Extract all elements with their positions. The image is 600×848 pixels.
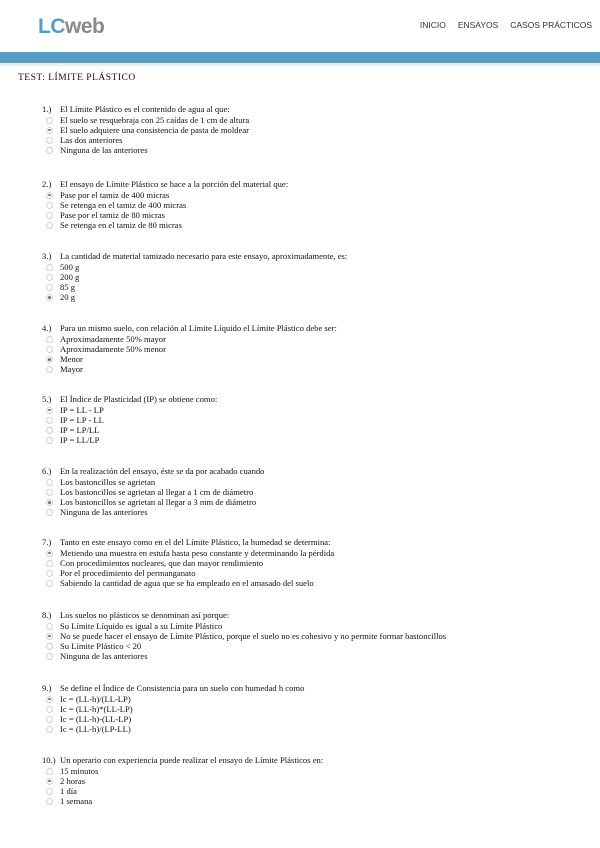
answer-option-label: Menor xyxy=(60,353,83,364)
answer-option[interactable] xyxy=(42,714,562,724)
radio-icon[interactable] xyxy=(46,346,53,353)
answer-option[interactable] xyxy=(42,435,562,445)
answer-option-label: Ic = (LL-h)-(LL-LP) xyxy=(60,713,132,724)
answer-option-label: IP = LL - LP xyxy=(60,404,104,415)
answer-option-label: Con procedimientos nucleares, que dan mayor rendimiento xyxy=(60,557,264,568)
question-number: 1.) xyxy=(42,104,52,114)
answer-option[interactable] xyxy=(42,405,562,415)
answer-option-label: Los bastoncillos se agrietan al llegar a 1 cm de diámetro xyxy=(60,486,254,497)
radio-icon[interactable] xyxy=(46,726,53,733)
radio-selected-icon[interactable] xyxy=(46,407,53,414)
answer-option[interactable] xyxy=(42,282,562,292)
answer-option-label: 200 g xyxy=(60,271,80,282)
answer-option-label: Ic = (LL-h)/(LP-LL) xyxy=(60,724,131,735)
question-label: En la realización del ensayo, éste se da por acabado cuando xyxy=(60,466,265,476)
question-number: 7.) xyxy=(42,537,52,547)
answer-option-label: Aproximadamente 50% menor xyxy=(60,343,166,354)
radio-icon[interactable] xyxy=(46,560,53,567)
answer-option[interactable] xyxy=(42,776,562,786)
radio-icon[interactable] xyxy=(46,437,53,444)
question-label: Los suelos no plásticos se denominan así porque: xyxy=(60,610,230,620)
answer-option[interactable] xyxy=(42,354,562,364)
question-3 xyxy=(42,251,562,302)
radio-icon[interactable] xyxy=(46,580,53,587)
answer-option[interactable] xyxy=(42,694,562,704)
answer-option-label: Ninguna de las anteriores xyxy=(60,145,148,156)
answer-option-label: Su Límite Plástico < 20 xyxy=(60,640,142,651)
question-7 xyxy=(42,537,562,588)
answer-option-label: 1 semana xyxy=(60,796,93,807)
answer-option-label: 20 g xyxy=(60,292,76,303)
answer-option-label: Pase por el tamiz de 400 micras xyxy=(60,189,170,200)
radio-icon[interactable] xyxy=(46,788,53,795)
nav-casos-practicos[interactable]: CASOS PRÁCTICOS xyxy=(510,20,592,30)
question-text xyxy=(42,323,562,334)
question-label: El Límite Plástico es el contenido de agua al que: xyxy=(60,104,230,114)
question-label: Tanto en este ensayo como en el del Límite Plástico, la humedad se determina: xyxy=(60,537,331,547)
answer-option[interactable] xyxy=(42,568,562,578)
radio-icon[interactable] xyxy=(46,284,53,291)
answer-option-label: Aproximadamente 50% mayor xyxy=(60,333,166,344)
question-4 xyxy=(42,323,562,374)
answer-option-label: Sabiendo la cantidad de agua que se ha empleado en el amasado del suelo xyxy=(60,578,314,589)
answer-option[interactable] xyxy=(42,578,562,588)
answer-option-label: 500 g xyxy=(60,261,80,272)
radio-icon[interactable] xyxy=(46,706,53,713)
radio-selected-icon[interactable] xyxy=(46,633,53,640)
answer-option[interactable] xyxy=(42,548,562,558)
question-text xyxy=(42,683,562,694)
question-text xyxy=(42,755,562,766)
question-text xyxy=(42,179,562,190)
answer-option[interactable] xyxy=(42,145,562,155)
answer-option[interactable] xyxy=(42,272,562,282)
answer-option-label: Mayor xyxy=(60,364,83,375)
answer-option-label: IP = LP/LL xyxy=(60,424,100,435)
question-text xyxy=(42,537,562,548)
answer-option-label: Las dos anteriores xyxy=(60,134,123,145)
site-header xyxy=(0,0,600,52)
radio-icon[interactable] xyxy=(46,366,53,373)
answer-option[interactable] xyxy=(42,262,562,272)
nav-inicio[interactable]: INICIO xyxy=(419,20,446,30)
answer-option[interactable] xyxy=(42,135,562,145)
radio-icon[interactable] xyxy=(46,509,53,516)
answer-option[interactable] xyxy=(42,477,562,487)
radio-icon[interactable] xyxy=(46,212,53,219)
answer-option[interactable] xyxy=(42,125,562,135)
question-text xyxy=(42,394,562,405)
answer-option-label: IP = LL/LP xyxy=(60,435,100,446)
answer-option-label: IP = LP - LL xyxy=(60,414,104,425)
answer-option[interactable] xyxy=(42,507,562,517)
answer-option-label: Su Límite Líquido es igual a su Límite Plástico xyxy=(60,620,223,631)
answer-option-label: Ninguna de las anteriores xyxy=(60,507,148,518)
radio-icon[interactable] xyxy=(46,274,53,281)
radio-selected-icon[interactable] xyxy=(46,550,53,557)
answer-option-label: Ic = (LL-h)/(LL-LP) xyxy=(60,693,131,704)
answer-option-label: 85 g xyxy=(60,281,76,292)
answer-option-label: 15 minutos xyxy=(60,765,99,776)
answer-option[interactable] xyxy=(42,425,562,435)
radio-selected-icon[interactable] xyxy=(46,294,53,301)
question-1 xyxy=(42,104,562,155)
answer-option[interactable] xyxy=(42,651,562,661)
answer-option[interactable] xyxy=(42,210,562,220)
answer-option[interactable] xyxy=(42,115,562,125)
question-number: 4.) xyxy=(42,323,52,333)
answer-option[interactable] xyxy=(42,786,562,796)
radio-icon[interactable] xyxy=(46,798,53,805)
answer-option[interactable] xyxy=(42,641,562,651)
radio-selected-icon[interactable] xyxy=(46,778,53,785)
radio-icon[interactable] xyxy=(46,117,53,124)
question-number: 3.) xyxy=(42,251,52,261)
answer-option-label: Ic = (LL-h)*(LL-LP) xyxy=(60,703,133,714)
radio-icon[interactable] xyxy=(46,479,53,486)
answer-option[interactable] xyxy=(42,292,562,302)
question-number: 8.) xyxy=(42,610,52,620)
answer-option[interactable] xyxy=(42,621,562,631)
answer-option-label: Los bastoncillos se agrietan al llegar a 3 mm de diámetro xyxy=(60,496,257,507)
answer-option[interactable] xyxy=(42,497,562,507)
radio-icon[interactable] xyxy=(46,623,53,630)
answer-option[interactable] xyxy=(42,487,562,497)
header-accent-bar xyxy=(0,52,600,63)
question-5 xyxy=(42,394,562,445)
answer-option-label: Los bastoncillos se agrietan xyxy=(60,476,156,487)
question-label: El Índice de Plasticidad (IP) se obtiene como: xyxy=(60,394,218,404)
radio-icon[interactable] xyxy=(46,202,53,209)
question-8 xyxy=(42,610,562,661)
radio-selected-icon[interactable] xyxy=(46,127,53,134)
answer-option-label: Ninguna de las anteriores xyxy=(60,651,148,662)
radio-icon[interactable] xyxy=(46,768,53,775)
answer-option[interactable] xyxy=(42,766,562,776)
question-label: La cantidad de material tamizado necesario para este ensayo, aproximadamente, es: xyxy=(60,251,348,261)
radio-icon[interactable] xyxy=(46,427,53,434)
answer-option-label: 1 día xyxy=(60,785,77,796)
question-number: 6.) xyxy=(42,466,52,476)
radio-icon[interactable] xyxy=(46,222,53,229)
radio-icon[interactable] xyxy=(46,147,53,154)
question-number: 5.) xyxy=(42,394,52,404)
answer-option[interactable] xyxy=(42,796,562,806)
radio-icon[interactable] xyxy=(46,137,53,144)
answer-option-label: El suelo adquiere una consistencia de pasta de moldear xyxy=(60,124,249,135)
answer-option-label: 2 horas xyxy=(60,775,86,786)
answer-option[interactable] xyxy=(42,220,562,230)
answer-option[interactable] xyxy=(42,558,562,568)
answer-option[interactable] xyxy=(42,334,562,344)
answer-option[interactable] xyxy=(42,704,562,714)
question-text xyxy=(42,466,562,477)
answer-option[interactable] xyxy=(42,415,562,425)
answer-option-label: No se puede hacer el ensayo de Límite Plástico, porque el suelo no es cohesivo y no permite formar bastoncillos xyxy=(60,630,447,641)
question-label: El ensayo de Límite Plástico se hace a la porción del material que: xyxy=(60,179,289,189)
radio-selected-icon[interactable] xyxy=(46,696,53,703)
site-logo[interactable] xyxy=(38,15,104,39)
main-nav xyxy=(420,20,592,30)
question-2 xyxy=(42,179,562,230)
answer-option[interactable] xyxy=(42,364,562,374)
radio-icon[interactable] xyxy=(46,653,53,660)
radio-icon[interactable] xyxy=(46,716,53,723)
radio-icon[interactable] xyxy=(46,489,53,496)
question-number: 9.) xyxy=(42,683,52,693)
question-9 xyxy=(42,683,562,734)
question-number: 2.) xyxy=(42,179,52,189)
question-10 xyxy=(42,755,562,806)
question-label: Se define el Índice de Consistencia para un suelo con humedad h como xyxy=(60,683,305,693)
radio-icon[interactable] xyxy=(46,417,53,424)
header-sub-bar xyxy=(0,63,600,66)
page-title: TEST: LÍMITE PLÁSTICO xyxy=(18,73,136,83)
nav-ensayos[interactable]: ENSAYOS xyxy=(457,20,499,30)
radio-selected-icon[interactable] xyxy=(46,499,53,506)
radio-icon[interactable] xyxy=(46,643,53,650)
question-text xyxy=(42,251,562,262)
question-text xyxy=(42,104,562,115)
logo-lc: LC xyxy=(38,15,65,38)
radio-icon[interactable] xyxy=(46,336,53,343)
radio-icon[interactable] xyxy=(46,570,53,577)
answer-option[interactable] xyxy=(42,724,562,734)
answer-option[interactable] xyxy=(42,200,562,210)
answer-option-label: Se retenga en el tamiz de 80 micras xyxy=(60,220,182,231)
answer-option-label: Se retenga en el tamiz de 400 micras xyxy=(60,199,187,210)
radio-selected-icon[interactable] xyxy=(46,356,53,363)
logo-web: web xyxy=(65,15,105,38)
answer-option-label: Metiendo una muestra en estufa hasta peso constante y determinando la pérdida xyxy=(60,547,335,558)
radio-selected-icon[interactable] xyxy=(46,192,53,199)
answer-option[interactable] xyxy=(42,190,562,200)
answer-option-label: El suelo se resquebraja con 25 caídas de 1 cm de altura xyxy=(60,114,250,125)
answer-option[interactable] xyxy=(42,344,562,354)
question-6 xyxy=(42,466,562,517)
question-text xyxy=(42,610,562,621)
answer-option[interactable] xyxy=(42,631,562,641)
question-number: 10.) xyxy=(42,755,56,765)
question-label: Un operario con experiencia puede realizar el ensayo de Límite Plásticos en: xyxy=(60,755,324,765)
answer-option-label: Por el procedimiento del permanganato xyxy=(60,567,196,578)
question-label: Para un mismo suelo, con relación al Límite Líquido el Límite Plástico debe ser: xyxy=(60,323,337,333)
radio-icon[interactable] xyxy=(46,264,53,271)
answer-option-label: Pase por el tamiz de 80 micras xyxy=(60,209,166,220)
